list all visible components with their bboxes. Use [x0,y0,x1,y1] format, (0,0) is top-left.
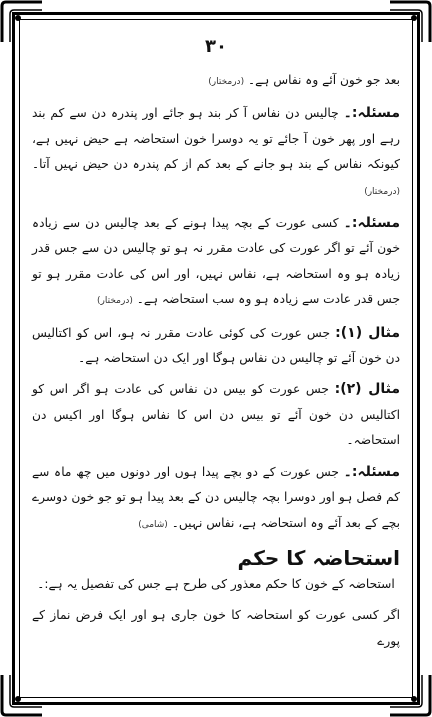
example-label: مثال (۱): [335,324,401,341]
paragraph-text: جس عورت کے دو بچے پیدا ہوں اور دونوں میں چھ ماہ سے کم فصل ہو اور دوسرا بچہ چالیس دن کے بعد پیدا ہو تو جو خون دوسرے بچے کے بعد آئے وہ استحاضہ ہے، نفاس نہیں۔ [32,464,400,530]
paragraph-text: چالیس دن نفاس آ کر بند ہو جائے اور پندرہ دن سے کم بند رہے اور پھر خون آ جائے تو یہ دوسرا خون استحاضہ ہے حیض نہیں ہے، کیونکہ نفاس کے بند ہو جانے کے بعد کم از کم پندرہ دن حیض نہیں آتا۔ [32,106,400,172]
paragraph-text: بعد جو خون آئے وہ نفاس ہے۔ [247,73,400,87]
masala-paragraph [32,211,400,315]
paragraph-text: جس عورت کو بیس دن نفاس کی عادت ہو اگر اس کو اکتالیس دن خون آئے تو بیس دن اس کا نفاس ہوگا اور اکیس دن استحاضہ۔ [32,382,400,448]
section-heading: استحاضہ کا حکم [237,545,400,570]
page-number: ۳۰ [205,36,227,57]
masala-paragraph [32,101,400,205]
masala-label: مسئلہ:۔ [343,463,401,480]
example-paragraph [32,321,400,372]
reference-citation: (شامی) [138,519,168,530]
page-body [32,68,400,660]
reference-citation: (درمختار) [364,186,400,197]
masala-label: مسئلہ:۔ [343,105,400,122]
example-paragraph [32,377,400,453]
corner-ornament-icon [388,673,432,717]
reference-citation: (درمختار) [208,77,245,87]
paragraph-text: جس عورت کی کوئی عادت مقرر نہ ہو، اس کو اکتالیس دن خون آئے تو چالیس دن نفاس ہوگا اور ایک دن استحاضہ ہے۔ [32,325,400,366]
example-label: مثال (۲): [334,381,401,398]
paragraph-text: اگر کسی عورت کو استحاضہ کا خون جاری ہو اور ایک فرض نماز کے پورے [32,608,400,648]
paragraph-text: استحاضہ کے خون کا حکم معذور کی طرح ہے جس کی تفصیل یہ ہے:۔ [37,576,395,591]
masala-paragraph [32,460,400,538]
paragraph-text: کسی عورت کے بچہ پیدا ہونے کے بعد چالیس دن سے زیادہ خون آئے تو اگر عورت کی عادت مقرر نہ ہو تو چالیس دن سے جس قدر زیادہ ہو وہ استحاضہ ہے، نفاس نہیں، اور اس کی عادت مقرر ہو تو جس قدر عادت سے زیادہ ہو وہ سب استحاضہ ہے۔ [32,216,400,307]
reference-citation: (درمختار) [97,296,133,307]
paragraph-intro [32,68,400,95]
corner-ornament-icon [0,673,44,717]
masala-label: مسئلہ:۔ [343,215,400,232]
